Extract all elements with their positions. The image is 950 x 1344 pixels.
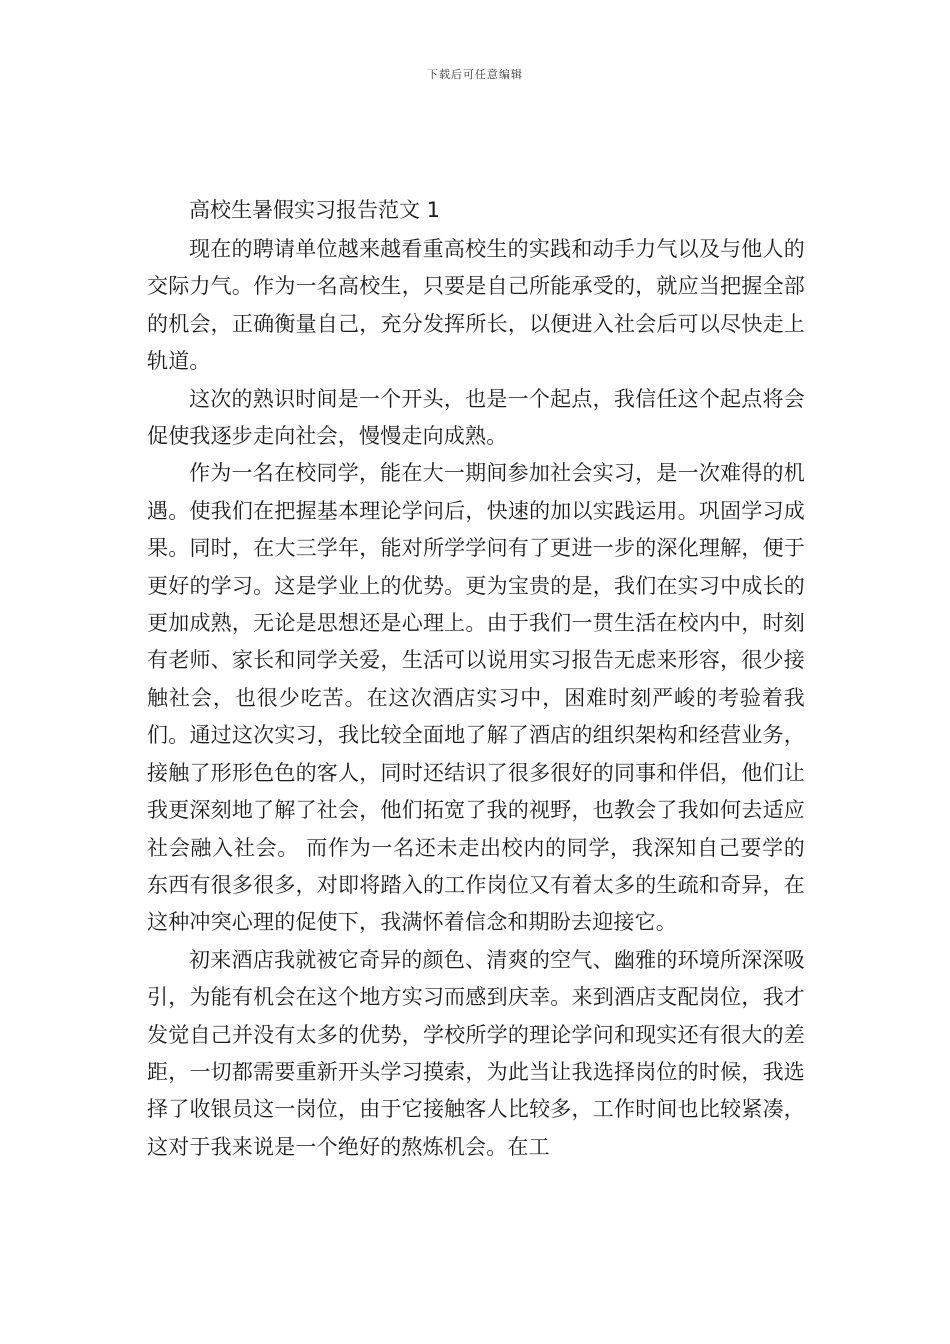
paragraph-4: 初来酒店我就被它奇异的颜色、清爽的空气、幽雅的环境所深深吸引，为能有机会在这个地方实习而感到庆幸。来到酒店支配岗位，我才发觉自己并没有太多的优势，学校所学的理论学问和现实还有很大的差距，一切都需要重新开头学习摸索，为此当让我选择岗位的时候，我选择了收银员这一岗位，由于它接触客人比较多，工作时间也比较紧凑，这对于我来说是一个绝好的熬炼机会。在工 [147, 947, 805, 1159]
document-title: 高校生暑假实习报告范文 1 [189, 198, 441, 222]
header-note: 下载后可任意编辑 [427, 68, 523, 81]
paragraph-2: 这次的熟识时间是一个开头，也是一个起点，我信任这个起点将会促使我逐步走向社会，慢慢走向成熟。 [147, 386, 805, 449]
paragraph-1: 现在的聘请单位越来越看重高校生的实践和动手力气以及与他人的交际力气。作为一名高校生，只要是自己所能承受的，就应当把握全部的机会，正确衡量自己，充分发挥所长，以便进入社会后可以尽快走上轨道。 [147, 237, 805, 374]
document-body [147, 193, 805, 1166]
paragraph-3: 作为一名在校同学，能在大一期间参加社会实习，是一次难得的机遇。使我们在把握基本理论学问后，快速的加以实践运用。巩固学习成果。同时，在大三学年，能对所学学问有了更进一步的深化理解，便于更好的学习。这是学业上的优势。更为宝贵的是，我们在实习中成长的更加成熟，无论是思想还是心理上。由于我们一贯生活在校内中，时刻有老师、家长和同学关爱，生活可以说用实习报告无虑来形容，很少接触社会，也很少吃苦。在这次酒店实习中，困难时刻严峻的考验着我们。通过这次实习，我比较全面地了解了酒店的组织架构和经营业务，接触了形形色色的客人，同时还结识了很多很好的同事和伴侣，他们让我更深刻地了解了社会，他们拓宽了我的视野，也教会了我如何去适应社会融入社会。 而作为一名还未走出校内的同学，我深知自己要学的东西有很多很多，对即将踏入的工作岗位又有着太多的生疏和奇异，在这种冲突心理的促使下，我满怀着信念和期盼去迎接它。 [147, 461, 805, 935]
